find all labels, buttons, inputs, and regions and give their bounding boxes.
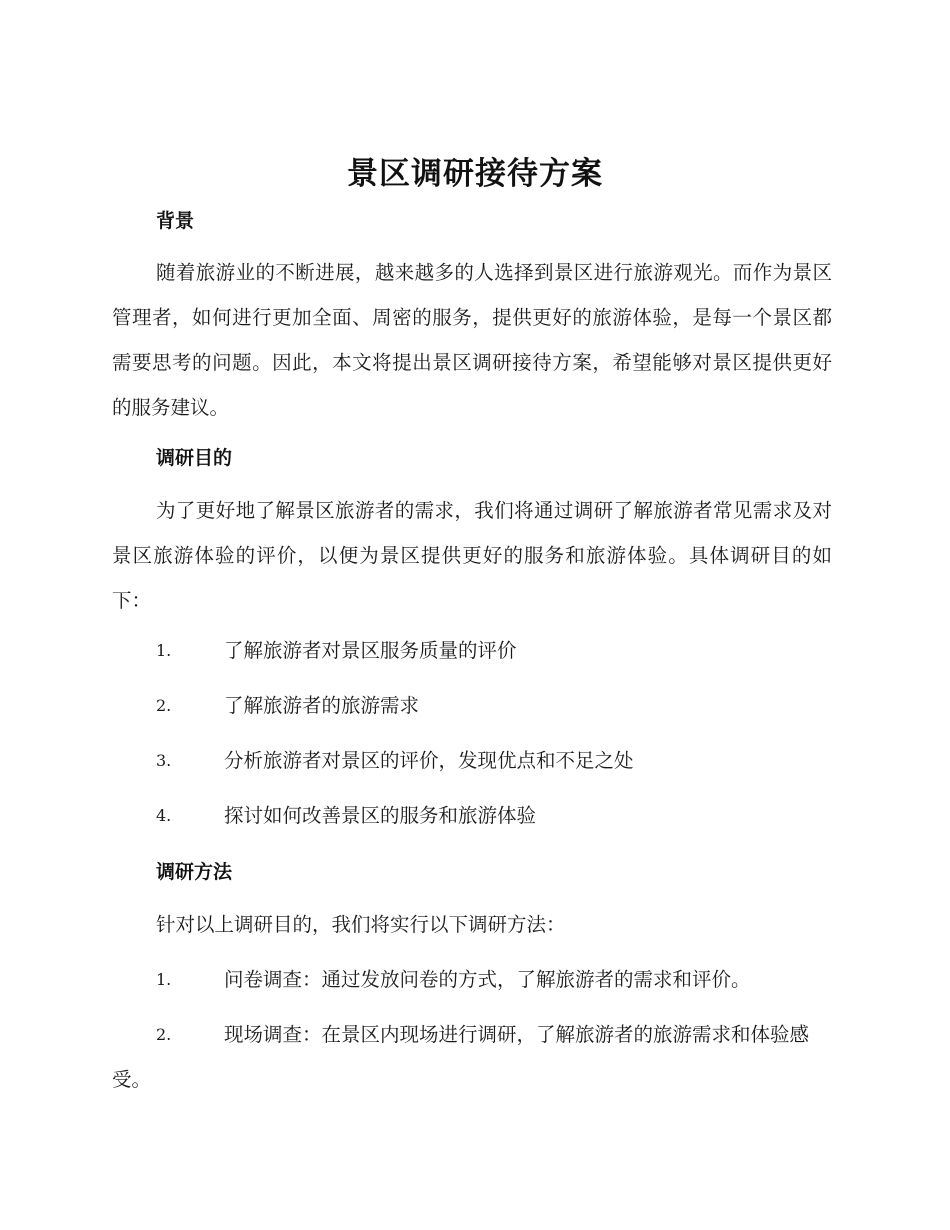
background-paragraph: 随着旅游业的不断进展，越来越多的人选择到景区进行旅游观光。而作为景区管理者，如何进行更加全面、周密的服务，提供更好的旅游体验，是每一个景区都需要思考的问题。因此，本文将提出景区调研接待方案，希望能够对景区提供更好的服务建议。 <box>112 261 832 419</box>
list-item-number: 1. <box>156 970 172 989</box>
purpose-paragraph: 为了更好地了解景区旅游者的需求，我们将通过调研了解旅游者常见需求及对景区旅游体验的评价，以便为景区提供更好的服务和旅游体验。具体调研目的如下： <box>112 499 832 612</box>
list-item-number: 3. <box>156 751 172 770</box>
list-item-number: 4. <box>156 806 172 825</box>
list-item <box>112 1012 832 1102</box>
list-item <box>112 683 832 728</box>
section-heading-background: 背景 <box>156 210 195 232</box>
list-item-text: 了解旅游者对景区服务质量的评价 <box>224 639 517 662</box>
list-item-text: 探讨如何改善景区的服务和旅游体验 <box>224 804 537 827</box>
list-item <box>112 628 832 673</box>
list-item <box>112 957 832 1002</box>
list-item-number: 2. <box>156 696 172 715</box>
list-item <box>112 793 832 838</box>
list-item-text: 分析旅游者对景区的评价，发现优点和不足之处 <box>224 749 634 772</box>
list-item-text: 问卷调查：通过发放问卷的方式，了解旅游者的需求和评价。 <box>224 968 751 991</box>
list-item <box>112 738 832 783</box>
list-item-text: 现场调查：在景区内现场进行调研，了解旅游者的旅游需求和体验感受。 <box>112 1023 810 1091</box>
list-item-text: 了解旅游者的旅游需求 <box>224 694 420 717</box>
list-item-number: 1. <box>156 641 172 660</box>
document-title: 景区调研接待方案 <box>347 156 603 192</box>
list-item-number: 2. <box>156 1025 172 1044</box>
method-intro: 针对以上调研目的，我们将实行以下调研方法： <box>156 913 566 936</box>
section-heading-method: 调研方法 <box>156 861 233 883</box>
section-heading-purpose: 调研目的 <box>156 447 233 469</box>
